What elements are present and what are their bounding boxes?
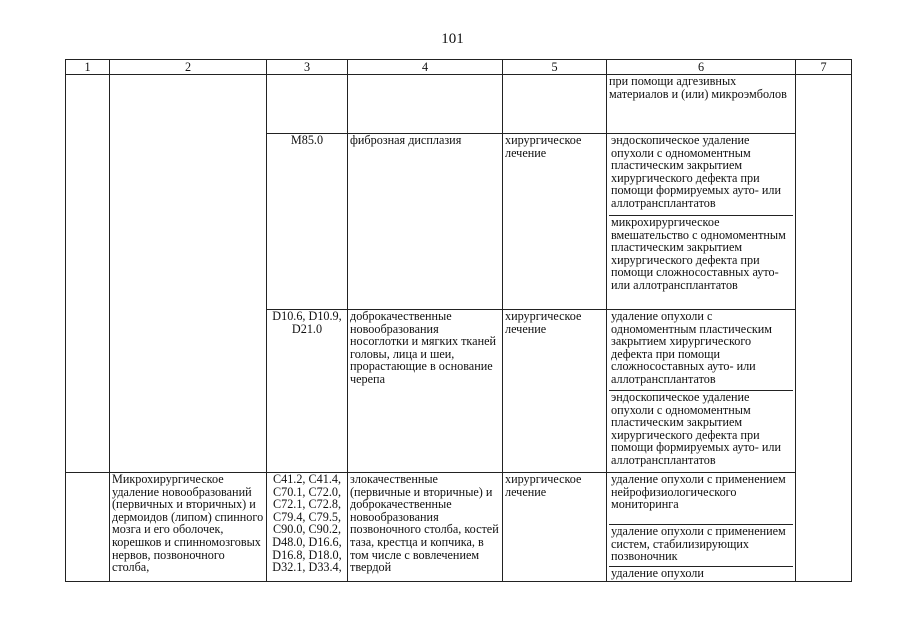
table-row bbox=[66, 473, 852, 582]
method-item: эндоскопическое удаление опухоли с одномоментным пластическим закрытием хирургического дефекта при помощи формируемых ауто- или аллотрансплантатов bbox=[609, 390, 793, 468]
method-item: удаление опухоли bbox=[609, 566, 793, 581]
page-number: 101 bbox=[441, 31, 464, 47]
cell-treatment: хирургическое лечение bbox=[503, 473, 607, 582]
column-header-7: 7 bbox=[796, 60, 852, 75]
cell-code-empty bbox=[267, 75, 348, 134]
method-item: удаление опухоли с одномоментным пластическим закрытием хирургического дефекта при помощи сложносоставных ауто- или аллотрансплантатов bbox=[611, 309, 773, 386]
cell-diagnosis: фиброзная дисплазия bbox=[348, 134, 503, 310]
cell-col1 bbox=[66, 473, 110, 582]
cell-code: M85.0 bbox=[267, 134, 348, 310]
cell-diagnosis: злокачественные (первичные и вторичные) и доброкачественные новообразования позвоночного столба, костей таза, крестца и копчика, в том числе с вовлечением твердой bbox=[348, 473, 503, 582]
cell-col1-continued bbox=[66, 75, 110, 473]
cell-methods bbox=[607, 473, 796, 582]
cell-treatment: хирургическое лечение bbox=[503, 134, 607, 310]
cell-treatment-empty bbox=[503, 75, 607, 134]
column-header-3: 3 bbox=[267, 60, 348, 75]
table-row bbox=[66, 75, 852, 134]
cell-code: D10.6, D10.9, D21.0 bbox=[267, 310, 348, 473]
method-item: удаление опухоли с применением систем, стабилизирующих позвоночник bbox=[609, 524, 793, 566]
method-item: эндоскопическое удаление опухоли с одномоментным пластическим закрытием хирургического дефекта при помощи формируемых ауто- или аллотрансплантатов bbox=[611, 133, 781, 210]
column-header-1: 1 bbox=[66, 60, 110, 75]
cell-col7 bbox=[796, 75, 852, 582]
column-header-2: 2 bbox=[110, 60, 267, 75]
column-header-6: 6 bbox=[607, 60, 796, 75]
cell-col2-continued bbox=[110, 75, 267, 473]
cell-method: при помощи адгезивных материалов и (или) микроэмболов bbox=[607, 75, 796, 134]
column-number-row bbox=[66, 60, 852, 75]
method-item: микрохирургическое вмешательство с одномоментным пластическим закрытием хирургического дефекта при помощи сложносоставных ауто- или аллотрансплантатов bbox=[609, 215, 793, 293]
column-header-4: 4 bbox=[348, 60, 503, 75]
column-header-5: 5 bbox=[503, 60, 607, 75]
cell-diagnosis: доброкачественные новообразования носоглотки и мягких тканей головы, лица и шеи, прорастающие в основание черепа bbox=[348, 310, 503, 473]
cell-diagnosis-empty bbox=[348, 75, 503, 134]
method-item: удаление опухоли с применением нейрофизиологического мониторинга bbox=[611, 472, 786, 512]
cell-procedure-name: Микрохирургическое удаление новообразований (первичных и вторичных) и дермоидов (липом) спинного мозга и его оболочек, корешков и спинномозговых нервов, позвоночного столба, bbox=[110, 473, 267, 582]
cell-methods bbox=[607, 310, 796, 473]
cell-treatment: хирургическое лечение bbox=[503, 310, 607, 473]
cell-methods bbox=[607, 134, 796, 310]
cell-code: C41.2, C41.4, C70.1, C72.0, C72.1, C72.8, C79.4, C79.5, C90.0, C90.2, D48.0, D16.6, D16.8, D18.0, D32.1, D33.4, bbox=[267, 473, 348, 582]
medical-procedures-table bbox=[65, 59, 852, 582]
